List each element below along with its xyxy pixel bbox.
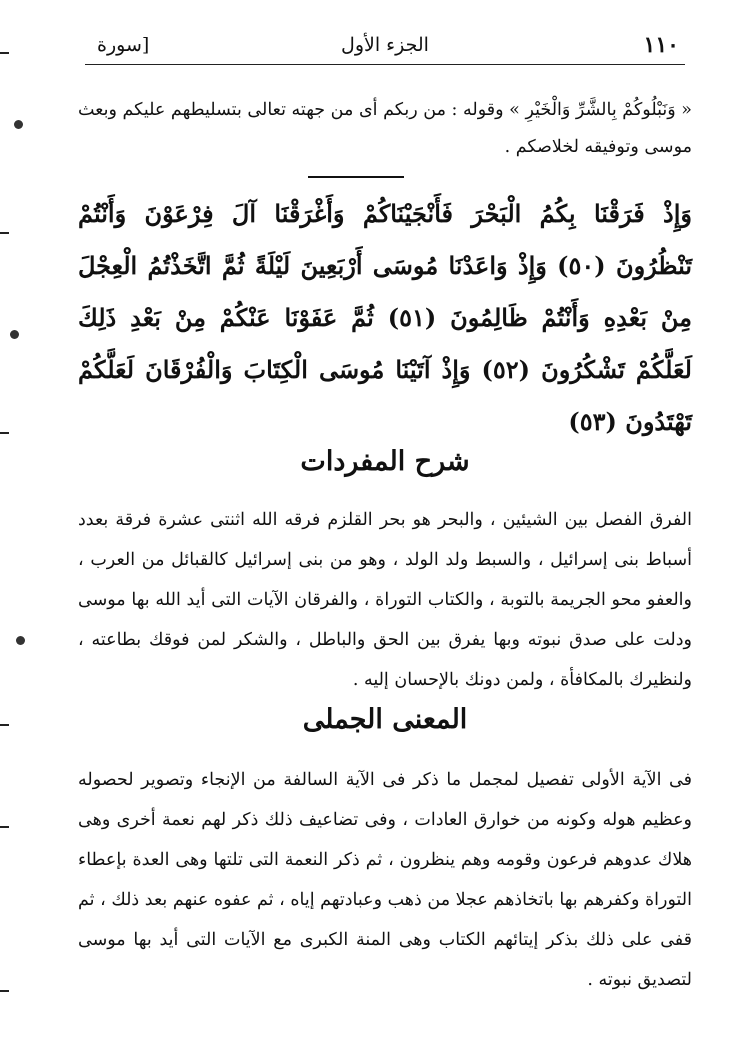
margin-mark bbox=[0, 724, 9, 726]
margin-mark bbox=[0, 232, 9, 234]
margin-mark bbox=[0, 826, 9, 828]
vocab-heading: شرح المفردات bbox=[300, 446, 470, 477]
page-header bbox=[85, 30, 685, 62]
summary-paragraph: فى الآية الأولى تفصيل لمجمل ما ذكر فى الآية السالفة من الإنجاء وتصوير لحصوله وعظيم هوله وكونه من خوارق العادات ، وفى تضاعيف ذلك ذكر لهم نعمة أخرى وهى هلاك عدوهم فرعون وقومه وهم ينظرون ، ثم ذكر النعمة التى تلتها وهى العدة بإعطاء التوراة وكفرهم بها باتخاذهم عجلا من ذهب وعبادتهم إياه ، ثم عفوه عنهم بعد ذلك ، ثم قفى على ذلك بذكر إيتائهم الكتاب وهى المنة الكبرى مع الآيات التى أيد بها موسى لتصديق نبوته . bbox=[78, 770, 692, 990]
quran-verses: وَإِذْ فَرَقْنَا بِكُمُ الْبَحْرَ فَأَنْجَيْنَاكُمْ وَأَغْرَقْنَا آلَ فِرْعَوْنَ وَأَنْتُمْ تَنْظُرُونَ (٥٠) وَإِذْ وَاعَدْنَا مُوسَى أَرْبَعِينَ لَيْلَةً ثُمَّ اتَّخَذْتُمُ الْعِجْلَ مِنْ بَعْدِهِ وَأَنْتُمْ ظَالِمُونَ (٥١) ثُمَّ عَفَوْنَا عَنْكُمْ مِنْ بَعْدِ ذَلِكَ لَعَلَّكُمْ تَشْكُرُونَ (٥٢) وَإِذْ آتَيْنَا مُوسَى الْكِتَابَ وَالْفُرْقَانَ لَعَلَّكُمْ تَهْتَدُونَ (٥٣) bbox=[78, 199, 693, 436]
page-number: ١١٠ bbox=[643, 32, 679, 58]
margin-mark bbox=[10, 330, 19, 339]
header-rule bbox=[85, 64, 685, 65]
separator-rule bbox=[308, 176, 404, 178]
running-title: الجزء الأول bbox=[341, 34, 429, 56]
vocab-paragraph: الفرق الفصل بين الشيئين ، والبحر هو بحر القلزم فرقه الله اثنتى عشرة فرقة بعدد أسباط بنى إسرائيل ، والسبط ولد الولد ، وهو من بنى إسرائيل كالقبائل من العرب ، والعفو محو الجريمة بالتوبة ، والكتاب التوراة ، والفرقان الآيات التى أيد الله بها موسى ودلت على صدق نبوته وبها يفرق بين الحق والباطل ، والشكر لمن فوقك بطاعته ، ولنظيرك بالمكافأة ، ولمن دونك بالإحسان إليه . bbox=[78, 510, 692, 690]
margin-mark bbox=[0, 52, 9, 54]
margin-mark bbox=[16, 636, 25, 645]
margin-mark bbox=[0, 990, 9, 992]
margin-mark bbox=[14, 120, 23, 129]
margin-mark bbox=[0, 432, 9, 434]
section-label: [سورة bbox=[97, 34, 150, 56]
intro-paragraph: « وَنَبْلُوكُمْ بِالشَّرِّ وَالْخَيْرِ » وقوله : من ربكم أى من جهته تعالى بتسليطهم عليكم وبعث موسى وتوفيقه لخلاصكم . bbox=[78, 100, 692, 157]
summary-heading: المعنى الجملى bbox=[302, 704, 468, 735]
